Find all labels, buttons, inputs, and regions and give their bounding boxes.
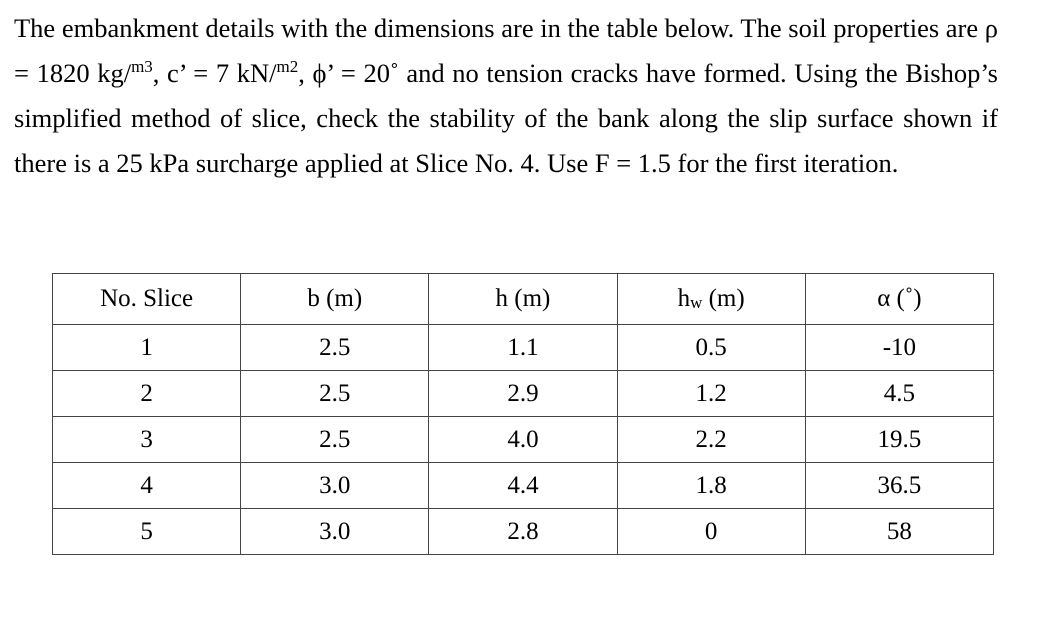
cell-slice: 3 xyxy=(53,417,241,463)
cell-b: 2.5 xyxy=(241,417,429,463)
header-alpha: α (˚) xyxy=(805,274,993,325)
header-hw xyxy=(617,274,805,325)
cell-h: 2.9 xyxy=(429,371,617,417)
cell-h: 2.8 xyxy=(429,509,617,555)
cell-hw: 2.2 xyxy=(617,417,805,463)
problem-text-part-3: , ϕ’ = 20˚ and no tension cracks have formed. Using the Bishop’s simplified method of slice, check the stability of the bank along the slip surface shown if there is a 25 kPa surcharge applied at Slice No. 4. Use F = 1.5 for the first iteration. xyxy=(14,58,998,178)
cell-slice: 4 xyxy=(53,463,241,509)
cell-b: 2.5 xyxy=(241,371,429,417)
cell-b: 2.5 xyxy=(241,325,429,371)
cell-b: 3.0 xyxy=(241,463,429,509)
cell-h: 1.1 xyxy=(429,325,617,371)
header-b: b (m) xyxy=(241,274,429,325)
cell-hw: 0.5 xyxy=(617,325,805,371)
cell-h: 4.4 xyxy=(429,463,617,509)
table-row xyxy=(53,509,994,555)
cell-alpha: 58 xyxy=(805,509,993,555)
cell-alpha: 36.5 xyxy=(805,463,993,509)
header-hw-subscript: w xyxy=(690,293,703,312)
cell-hw: 1.2 xyxy=(617,371,805,417)
problem-text-part-1: The embankment details with the dimensions are in the table below. The soil properties are ρ = 1820 kg/ xyxy=(14,13,998,88)
cell-alpha: 4.5 xyxy=(805,371,993,417)
header-hw-symbol: h xyxy=(677,285,691,312)
table-header-row xyxy=(53,274,994,325)
header-hw-unit: (m) xyxy=(702,285,745,312)
header-h: h (m) xyxy=(429,274,617,325)
density-unit-superscript: m3 xyxy=(131,57,153,76)
cell-h: 4.0 xyxy=(429,417,617,463)
table-row xyxy=(53,463,994,509)
cell-slice: 5 xyxy=(53,509,241,555)
cell-hw: 0 xyxy=(617,509,805,555)
cell-b: 3.0 xyxy=(241,509,429,555)
cell-hw: 1.8 xyxy=(617,463,805,509)
problem-statement xyxy=(14,6,998,186)
problem-text-part-2: , c’ = 7 kN/ xyxy=(152,58,277,88)
table-row xyxy=(53,371,994,417)
table-row xyxy=(53,417,994,463)
table-row xyxy=(53,325,994,371)
slice-data-table xyxy=(52,273,994,555)
problem-paragraph xyxy=(14,6,998,186)
cell-slice: 2 xyxy=(53,371,241,417)
cell-alpha: 19.5 xyxy=(805,417,993,463)
cell-slice: 1 xyxy=(53,325,241,371)
cohesion-unit-superscript: m2 xyxy=(276,57,299,76)
header-slice: No. Slice xyxy=(53,274,241,325)
cell-alpha: -10 xyxy=(805,325,993,371)
